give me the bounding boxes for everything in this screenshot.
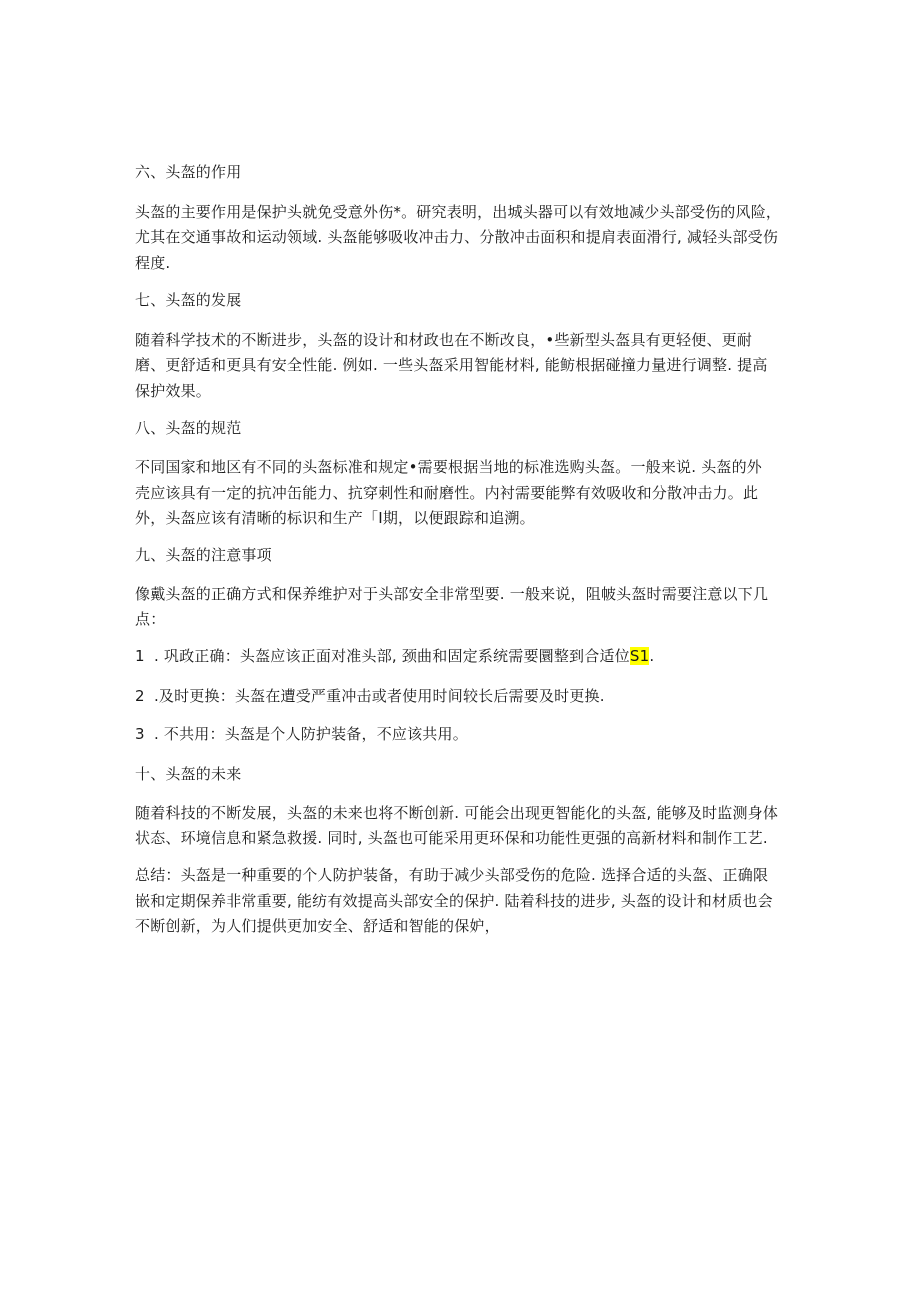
section-heading: 十、头盔的未来 xyxy=(135,765,242,783)
paragraph-line: 状态、环境信息和紧急救援. 同时, 头盔也可能采用更环保和功能性更强的高新材料和制作工艺. xyxy=(135,829,768,847)
paragraph-line: 壳应该具有一定的抗冲缶能力、抗穿刺性和耐磨性。内衬需要能弊有效吸收和分散冲击力。此 xyxy=(135,484,759,502)
list-item-text: . 不共用：头盔是个人防护装备，不应该共用。 xyxy=(149,725,468,743)
list-item-text: .及时更换：头盔在遭受严重冲击或者使用时间较长后需要及时更换. xyxy=(149,687,605,705)
list-item xyxy=(135,724,468,744)
summary-line: 嵌和定期保养非常重要, 能纺有效提高头部安全的保护. 陆着科技的进步, 头盔的设计和材质也会 xyxy=(135,892,773,910)
paragraph-line: 尤其在交通事故和运动领域. 头盔能够吸收冲击力、分散冲击面积和提肩表面滑行, 减轻头部受伤 xyxy=(135,228,779,246)
list-item-number: 1 xyxy=(135,647,145,665)
paragraph-line: 随着科技的不断发展，头盔的未来也将不断创新. 可能会出现更智能化的头盔, 能够及时监测身体 xyxy=(135,804,779,822)
paragraph-line: 点： xyxy=(135,610,166,628)
list-item-tail: . xyxy=(649,647,655,665)
summary-line: 总结：头盔是一种重要的个人防护装备，有助于减少头部受伤的危险. 选择合适的头盔、正确限 xyxy=(135,866,769,884)
highlighted-text: S1 xyxy=(629,647,650,665)
paragraph-line: 磨、更舒适和更具有安全性能. 例如. 一些头盔采用智能材料, 能鲂根据碰撞力量进行调整. 提高 xyxy=(135,356,768,374)
paragraph-line: 程度. xyxy=(135,254,171,272)
list-item xyxy=(135,646,654,666)
section-heading: 七、头盔的发展 xyxy=(135,291,242,309)
paragraph-line: 像戴头盔的正确方式和保养维护对于头部安全非常型要. 一般来说，阻帔头盔时需要注意以下几 xyxy=(135,585,769,603)
section-heading: 六、头盔的作用 xyxy=(135,163,242,181)
paragraph-line: 随着科学技术的不断进步，头盔的设计和材政也在不断改良，•些新型头盔具有更轻便、更耐 xyxy=(135,331,753,349)
paragraph-line: 不同国家和地区有不同的头盔标准和规定•需要根据当地的标准选购头盔。一般来说. 头盔的外 xyxy=(135,458,762,476)
list-item xyxy=(135,686,605,706)
list-item-text: . 巩政正确：头盔应该正面对准头部, 颈曲和固定系统需要圜整到合适位 xyxy=(149,647,630,665)
paragraph-line: 外，头盔应该有清晰的标识和生产「I期，以便跟踪和追溯。 xyxy=(135,509,535,527)
paragraph-line: 保护效果。 xyxy=(135,382,212,400)
list-item-number: 2 xyxy=(135,687,145,705)
summary-line: 不断创新，为人们提供更加安全、舒适和智能的保妒， xyxy=(135,917,500,935)
paragraph-line: 头盔的主要作用是保护头就免受意外伤*。研究表明，出城头器可以有效地减少头部受伤的风险， xyxy=(135,203,782,221)
section-heading: 八、头盔的规范 xyxy=(135,419,242,437)
section-heading: 九、头盔的注意事项 xyxy=(135,546,272,564)
list-item-number: 3 xyxy=(135,725,145,743)
